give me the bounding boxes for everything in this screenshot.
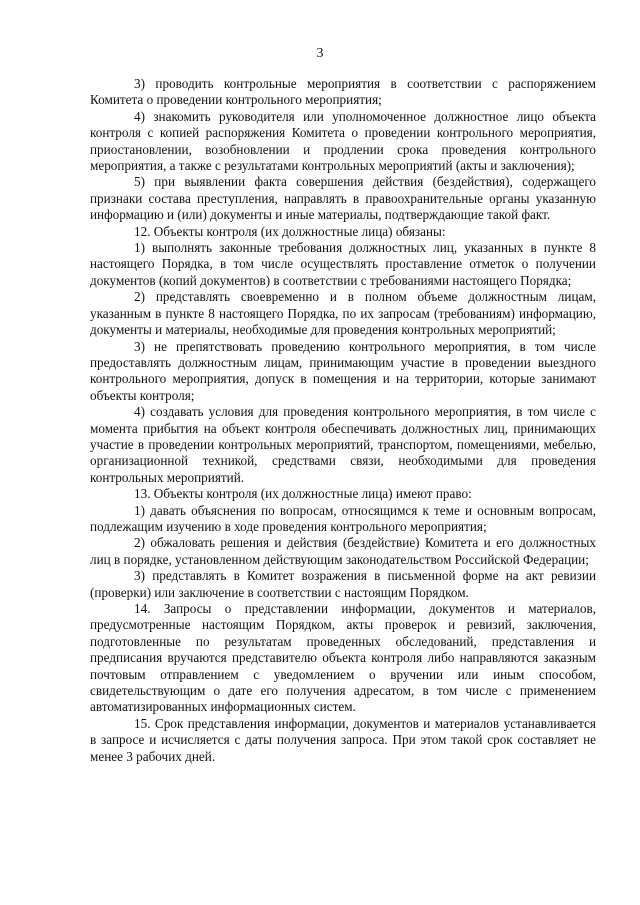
- page-number: 3: [316, 46, 324, 61]
- paragraph-12-2: 2) представлять своевременно и в полном объеме должностным лицам, указанным в пункте 8 настоящего Порядка, по их запросам (требованиям) информацию, документы и материалы, необходимые для проведения контрольных мероприятий;: [90, 289, 596, 338]
- paragraph-11-4: 4) знакомить руководителя или уполномоченное должностное лицо объекта контроля с копией распоряжения Комитета о проведении контрольного мероприятия, приостановлении, возобновлении и продлении срока проведения контрольного мероприятия, а также с результатами контрольных мероприятий (акты и заключения);: [90, 108, 596, 174]
- paragraph-11-5: 5) при выявлении факта совершения действия (бездействия), содержащего признаки состава преступления, направлять в правоохранительные органы указанную информацию и (или) документы и иные материалы, подтверждающие такой факт.: [90, 174, 596, 223]
- paragraph-15: 15. Срок представления информации, документов и материалов устанавливается в запросе и исчисляется с даты получения запроса. При этом такой срок составляет не менее 3 рабочих дней.: [90, 715, 596, 764]
- document-body: [90, 76, 596, 765]
- paragraph-13-1: 1) давать объяснения по вопросам, относящимся к теме и основным вопросам, подлежащим изучению в ходе проведения контрольного мероприятия;: [90, 502, 596, 534]
- paragraph-12-1: 1) выполнять законные требования должностных лиц, указанных в пункте 8 настоящего Порядка, в том числе осуществлять проставление отметок о получении документов (копий документов) в соответствии с требованиями настоящего Порядка;: [90, 240, 596, 288]
- paragraph-14: 14. Запросы о представлении информации, документов и материалов, предусмотренные настоящим Порядком, акты проверок и ревизий, заключения, подготовленные по результатам проведенных обследований, представления и предписания вручаются представителю объекта контроля либо направляются заказным почтовым отправлением с уведомлением о вручении или иным способом, свидетельствующим о дате его получения адресатом, в том числе с применением автоматизированных информационных систем.: [90, 601, 596, 715]
- paragraph-12-4: 4) создавать условия для проведения контрольного мероприятия, в том числе с момента прибытия на объект контроля обеспечивать должностных лиц, принимающих участие в проведении контрольных мероприятий, транспортом, помещениями, мебелью, организационной техникой, средствами связи, необходимыми для проведения контрольных мероприятий.: [90, 404, 596, 485]
- paragraph-12-3: 3) не препятствовать проведению контрольного мероприятия, в том числе предоставлять должностным лицам, принимающим участие в проведении выездного контрольного мероприятия, допуск в помещения и на территории, которые занимают объекты контроля;: [90, 338, 596, 403]
- paragraph-11-3: 3) проводить контрольные мероприятия в соответствии с распоряжением Комитета о проведении контрольного мероприятия;: [90, 76, 596, 108]
- paragraph-13-3: 3) представлять в Комитет возражения в письменной форме на акт ревизии (проверки) или заключение в соответствии с настоящим Порядком.: [90, 568, 596, 600]
- paragraph-13-heading: 13. Объекты контроля (их должностные лица) имеют право:: [134, 486, 472, 502]
- paragraph-13-2: 2) обжаловать решения и действия (бездействие) Комитета и его должностных лиц в порядке, установленном действующим законодательством Российской Федерации;: [90, 535, 596, 567]
- paragraph-12-heading: 12. Объекты контроля (их должностные лица) обязаны:: [134, 223, 446, 239]
